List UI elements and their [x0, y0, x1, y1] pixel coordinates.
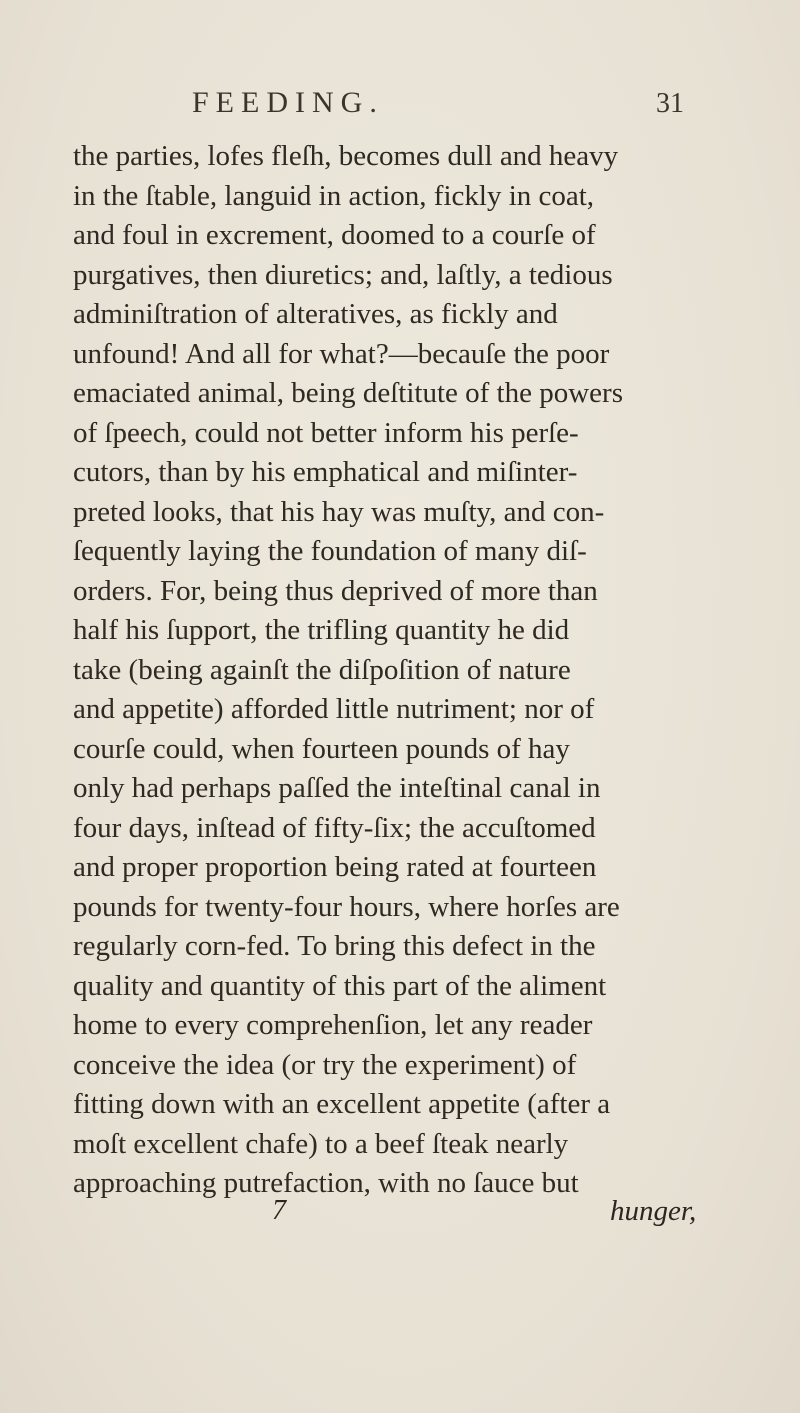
- text-line: regularly corn-fed. To bring this defect in the: [73, 930, 596, 962]
- text-line: home to every comprehenſion, let any reader: [73, 1009, 593, 1041]
- text-line: ſequently laying the foundation of many diſ-: [73, 535, 587, 567]
- text-line: and proper proportion being rated at fourteen: [73, 851, 597, 883]
- page-footer: [0, 1195, 800, 1235]
- text-line: adminiſtration of alteratives, as fickly and: [73, 298, 558, 330]
- text-line: preted looks, that his hay was muſty, and con-: [73, 495, 605, 528]
- text-line: purgatives, then diuretics; and, laſtly, a tedious: [73, 258, 613, 291]
- text-line: four days, inſtead of fifty-ſix; the accuſtomed: [73, 811, 596, 844]
- page-number: 31: [656, 88, 684, 119]
- text-line: pounds for twenty-four hours, where horſes are: [73, 890, 620, 923]
- text-line: orders. For, being thus deprived of more than: [73, 574, 598, 607]
- text-line: only had perhaps paſſed the inteſtinal canal in: [73, 772, 601, 804]
- running-head: FEEDING.: [192, 86, 384, 119]
- text-line: in the ſtable, languid in action, fickly in coat,: [73, 179, 595, 212]
- catchword: hunger,: [610, 1195, 697, 1227]
- text-line: fitting down with an excellent appetite (after a: [73, 1088, 611, 1120]
- text-line: the parties, lofes fleſh, becomes dull and heavy: [73, 140, 619, 172]
- text-line: of ſpeech, could not better inform his perſe-: [73, 416, 579, 449]
- text-line: and appetite) afforded little nutriment; nor of: [73, 693, 595, 725]
- text-line: emaciated animal, being deſtitute of the powers: [73, 377, 623, 409]
- text-line: conceive the idea (or try the experiment) of: [73, 1048, 577, 1081]
- text-line: half his ſupport, the trifling quantity he did: [73, 614, 570, 646]
- signature-mark: 7: [272, 1195, 286, 1226]
- text-line: take (being againſt the diſpoſition of nature: [73, 653, 571, 686]
- page-header: [0, 86, 800, 126]
- text-line: and foul in excrement, doomed to a courſe of: [73, 219, 596, 251]
- text-line: unfound! And all for what?—becauſe the poor: [73, 337, 610, 370]
- text-line: courſe could, when fourteen pounds of hay: [73, 732, 570, 765]
- text-line: moſt excellent chafe) to a beef ſteak nearly: [73, 1127, 569, 1160]
- text-line: cutors, than by his emphatical and miſinter-: [73, 456, 578, 488]
- text-line: quality and quantity of this part of the aliment: [73, 969, 607, 1002]
- text-line: approaching putrefaction, with no ſauce but: [73, 1167, 579, 1199]
